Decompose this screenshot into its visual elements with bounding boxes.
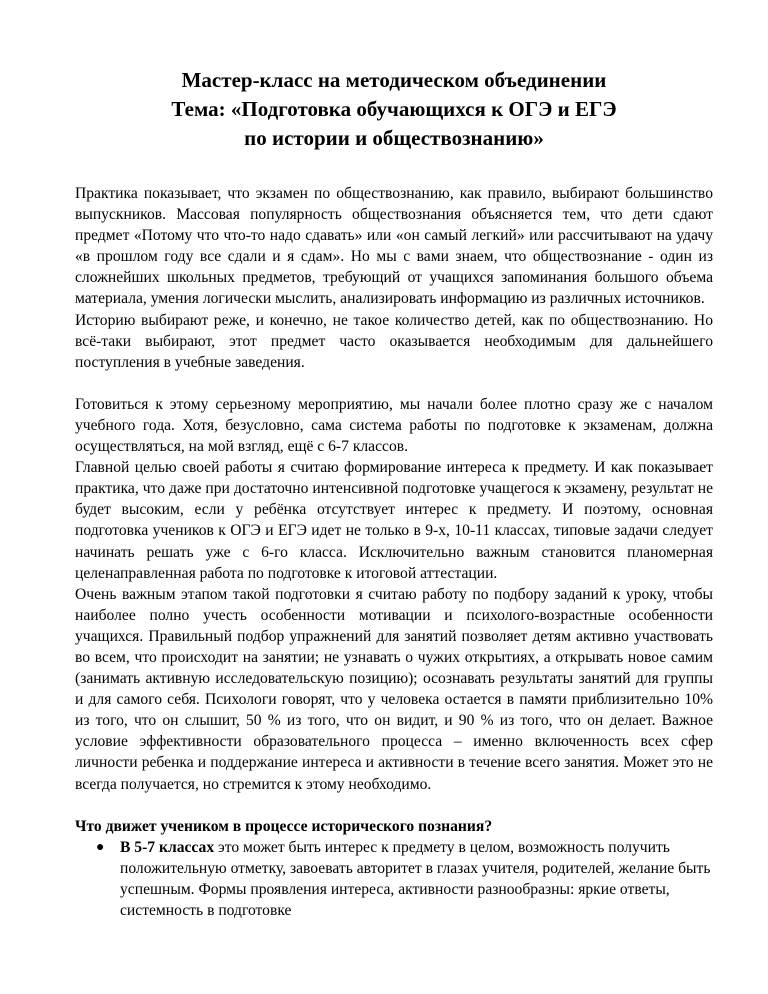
bullet-lead: В 5-7 классах bbox=[120, 838, 215, 856]
paragraph-4: Главной целью своей работы я считаю формирование интереса к предмету. И как показывает практика, что даже при достаточно интенсивной подготовке учащегося к экзамену, результат не будет высоким, если у ребёнка отсутствует интерес к предмету. И поэтому, основная подготовка учеников к ОГЭ и ЕГЭ идет не только в 9-х, 10-11 классах, типовые задачи следует начинать решать уже с 6-го класса. Исключительно важным становится планомерная целенаправленная работа по подготовке к итоговой аттестации. bbox=[75, 459, 713, 582]
paragraph-1: Практика показывает, что экзамен по обществознанию, как правило, выбирают большинство выпускников. Массовая популярность обществознания объясняется тем, что дети сдают предмет «Потому что что-то надо сдавать» или «он самый легкий» или рассчитывают на удачу «в прошлом году все сдали и я сдам». Но мы с вами знаем, что обществознание - один из сложнейших школьных предметов, требующий от учащихся запоминания большого объема материала, умения логически мыслить, анализировать информацию из различных источников. bbox=[75, 185, 713, 308]
bullet-list bbox=[75, 837, 713, 921]
title-line-1: Мастер-класс на методическом объединении bbox=[181, 68, 607, 92]
paragraph-5: Очень важным этапом такой подготовки я считаю работу по подбору заданий к уроку, чтобы наиболее полно учесть особенности мотивации и психолого-возрастные особенности учащихся. Правильный подбор упражнений для занятий позволяет детям активно участвовать во всем, что происходит на занятии; не узнавать о чужих открытиях, а открывать новое самим (занимать активную исследовательскую позицию); осознавать результаты занятий для группы и для самого себя. Психологи говорят, что у человека остается в памяти приблизительно 10% из того, что он слышит, 50 % из того, что он видит, и 90 % из того, что он делает. Важное условие эффективности образовательного процесса – именно включенность всех сфер личности ребенка и поддержание интереса и активности в течение всего занятия. Может это не всегда получается, но стремится к этому необходимо. bbox=[75, 585, 713, 793]
title-line-3: по истории и обществознанию» bbox=[244, 126, 544, 150]
bullet-text: это может быть интерес к предмету в целом, возможность получить положительную отметку, завоевать авторитет в глазах учителя, родителей, желание быть успешным. Формы проявления интереса, активности разнообразны: яркие ответы, системность в подготовке bbox=[120, 838, 711, 919]
list-item bbox=[96, 837, 713, 921]
document-page bbox=[75, 66, 713, 921]
bullet-icon: ● bbox=[96, 839, 105, 855]
paragraph-2: Историю выбирают реже, и конечно, не такое количество детей, как по обществознанию. Но всё-таки выбирают, этот предмет часто оказывается необходимым для дальнейшего поступления в учебные заведения. bbox=[75, 311, 713, 371]
paragraph-3: Готовиться к этому серьезному мероприятию, мы начали более плотно сразу же с началом учебного года. Хотя, безусловно, сама система работы по подготовке к экзаменам, должна осуществляться, на мой взгляд, ещё с 6-7 классов. bbox=[75, 395, 713, 456]
section-heading: Что движет учеником в процессе исторического познания? bbox=[75, 817, 493, 835]
document-title bbox=[75, 66, 713, 153]
title-line-2: Тема: «Подготовка обучающихся к ОГЭ и ЕГЭ bbox=[171, 97, 617, 121]
